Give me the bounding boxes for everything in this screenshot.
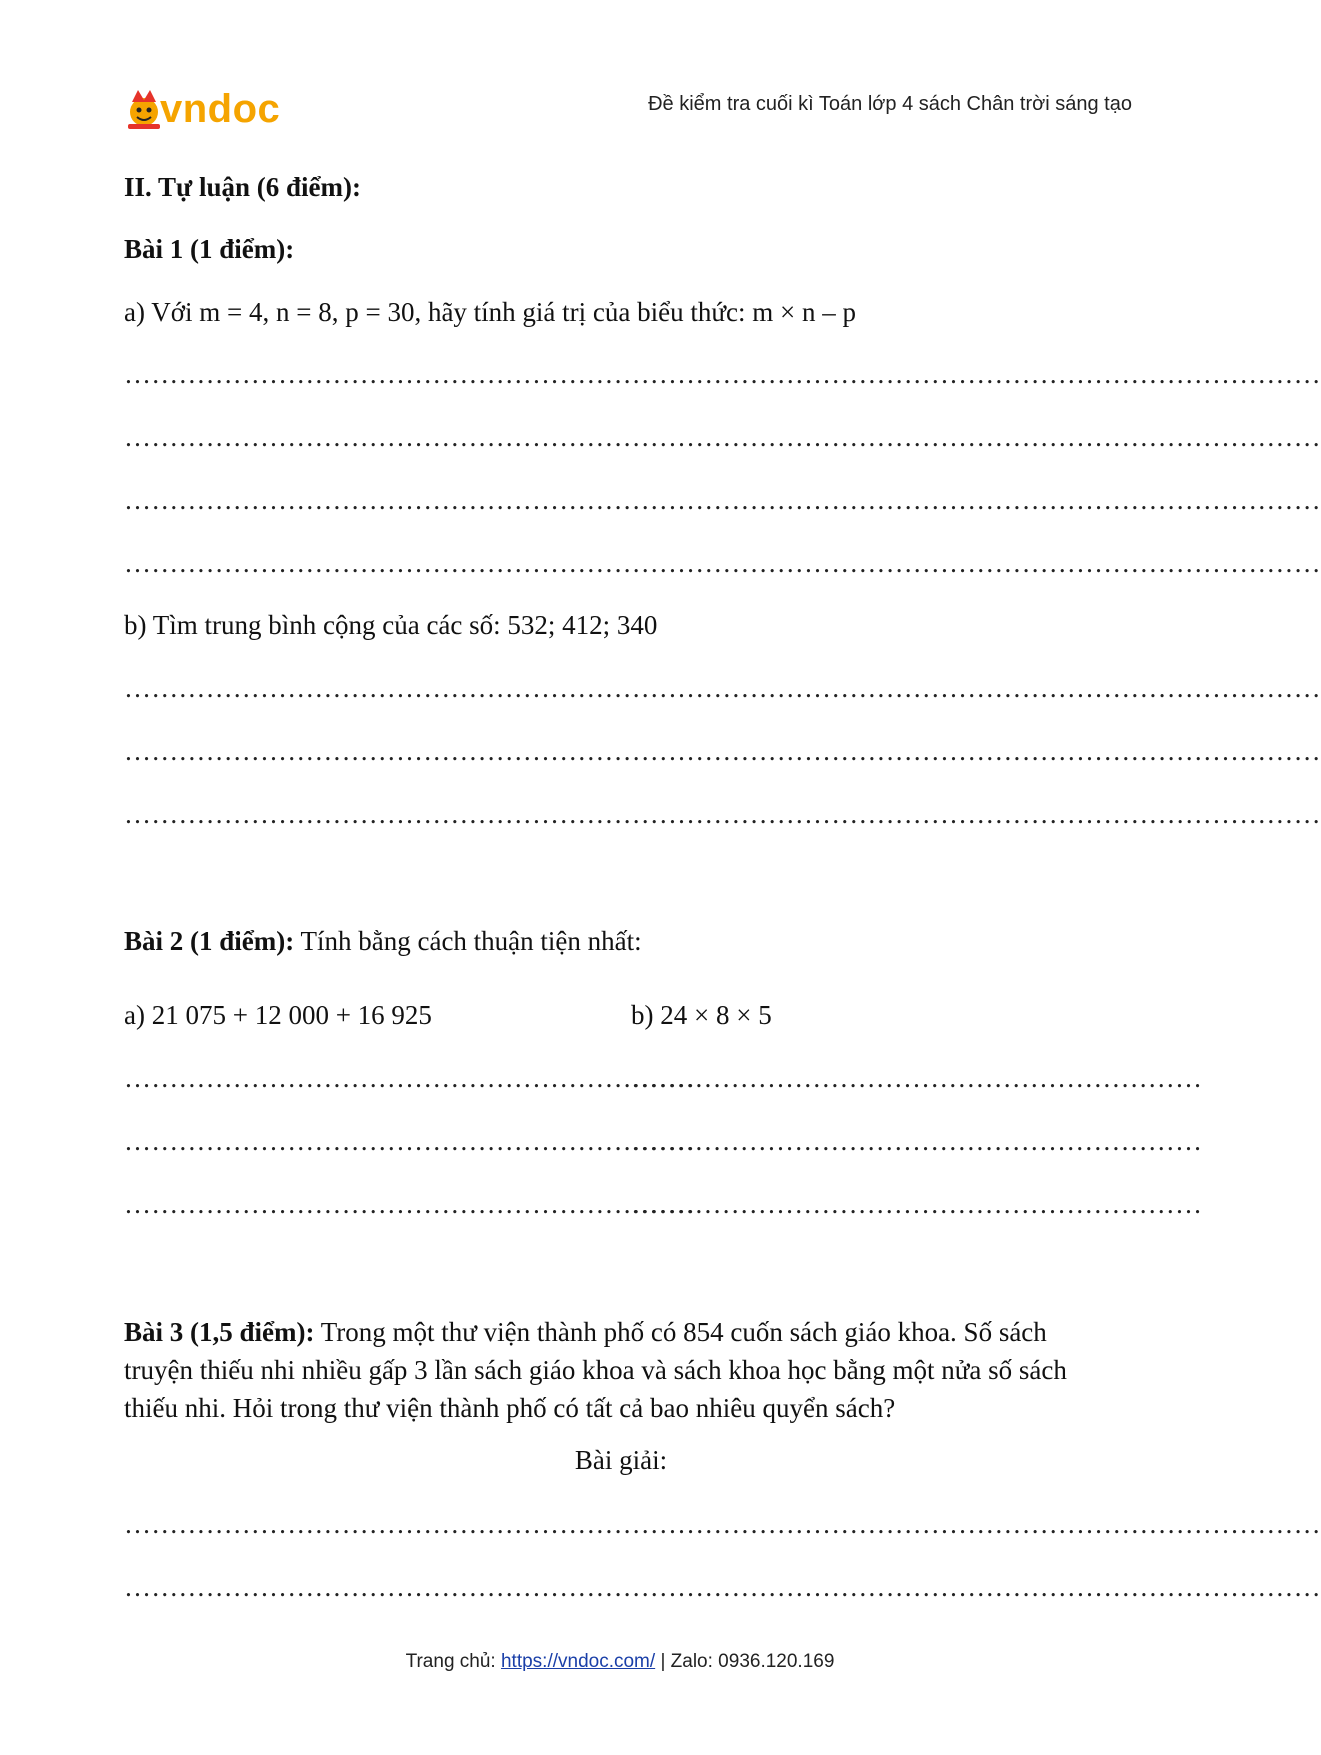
bai2-part-b: b) 24 × 8 × 5 bbox=[631, 1000, 772, 1030]
bai2-part-a: a) 21 075 + 12 000 + 16 925 bbox=[124, 1000, 432, 1030]
vndoc-logo-text[interactable]: vndoc bbox=[160, 87, 281, 131]
answer-line: …………………………………………………………………………………………………………………… bbox=[124, 422, 1321, 452]
bai2-instruction: Tính bằng cách thuận tiện nhất: bbox=[294, 926, 642, 956]
bai3-solution-label: Bài giải: bbox=[574, 1445, 668, 1475]
vndoc-logo-icon[interactable] bbox=[124, 86, 164, 132]
answer-line: ……………………………………………………… bbox=[631, 1189, 1203, 1219]
bai3-question bbox=[124, 1313, 1118, 1427]
answer-line: …………………………………………………………………………………………………………………… bbox=[124, 673, 1321, 703]
bai3-text: Trong một thư viện thành phố có 854 cuốn sách giáo khoa. Số sách truyện thiếu nhi nhiều gấp 3 lần sách giáo khoa và sách khoa học bằng một nửa số sách thiếu nhi. Hỏi trong thư viện thành phố có tất cả bao nhiêu quyển sách? bbox=[124, 1317, 1067, 1423]
answer-line: …………………………………………………………………………………………………………………… bbox=[124, 736, 1321, 766]
footer-zalo: | Zalo: 0936.120.169 bbox=[655, 1651, 835, 1672]
bai1-part-a: a) Với m = 4, n = 8, p = 30, hãy tính giá trị của biểu thức: m × n – p bbox=[124, 297, 856, 327]
answer-line: …………………………………………………………………………………………………………………… bbox=[124, 1509, 1321, 1539]
answer-line: ……………………………………………………… bbox=[124, 1063, 696, 1093]
answer-line: …………………………………………………………………………………………………………………… bbox=[124, 799, 1321, 829]
answer-line: …………………………………………………………………………………………………………………… bbox=[124, 359, 1321, 389]
footer-home-link[interactable]: https://vndoc.com/ bbox=[500, 1651, 656, 1672]
bai1-part-b: b) Tìm trung bình cộng của các số: 532; 412; 340 bbox=[124, 610, 658, 640]
answer-line: …………………………………………………………………………………………………………………… bbox=[124, 485, 1321, 515]
answer-line: ……………………………………………………… bbox=[631, 1126, 1203, 1156]
answer-line: …………………………………………………………………………………………………………………… bbox=[124, 548, 1321, 578]
page-footer bbox=[0, 1650, 1240, 1674]
answer-line: ……………………………………………………… bbox=[124, 1126, 696, 1156]
bai2-heading: Bài 2 (1 điểm): bbox=[124, 926, 295, 956]
bai1-heading: Bài 1 (1 điểm): bbox=[124, 234, 295, 264]
answer-line: …………………………………………………………………………………………………………………… bbox=[124, 1572, 1321, 1602]
document-header-title: Đề kiểm tra cuối kì Toán lớp 4 sách Chân trời sáng tạo bbox=[648, 93, 1132, 115]
answer-line: ……………………………………………………… bbox=[631, 1063, 1203, 1093]
section-title: II. Tự luận (6 điểm): bbox=[124, 172, 361, 202]
bai2-question bbox=[124, 925, 642, 957]
bai3-heading: Bài 3 (1,5 điểm): bbox=[124, 1317, 315, 1347]
answer-line: ……………………………………………………… bbox=[124, 1189, 696, 1219]
footer-home-label: Trang chủ: bbox=[405, 1651, 501, 1672]
